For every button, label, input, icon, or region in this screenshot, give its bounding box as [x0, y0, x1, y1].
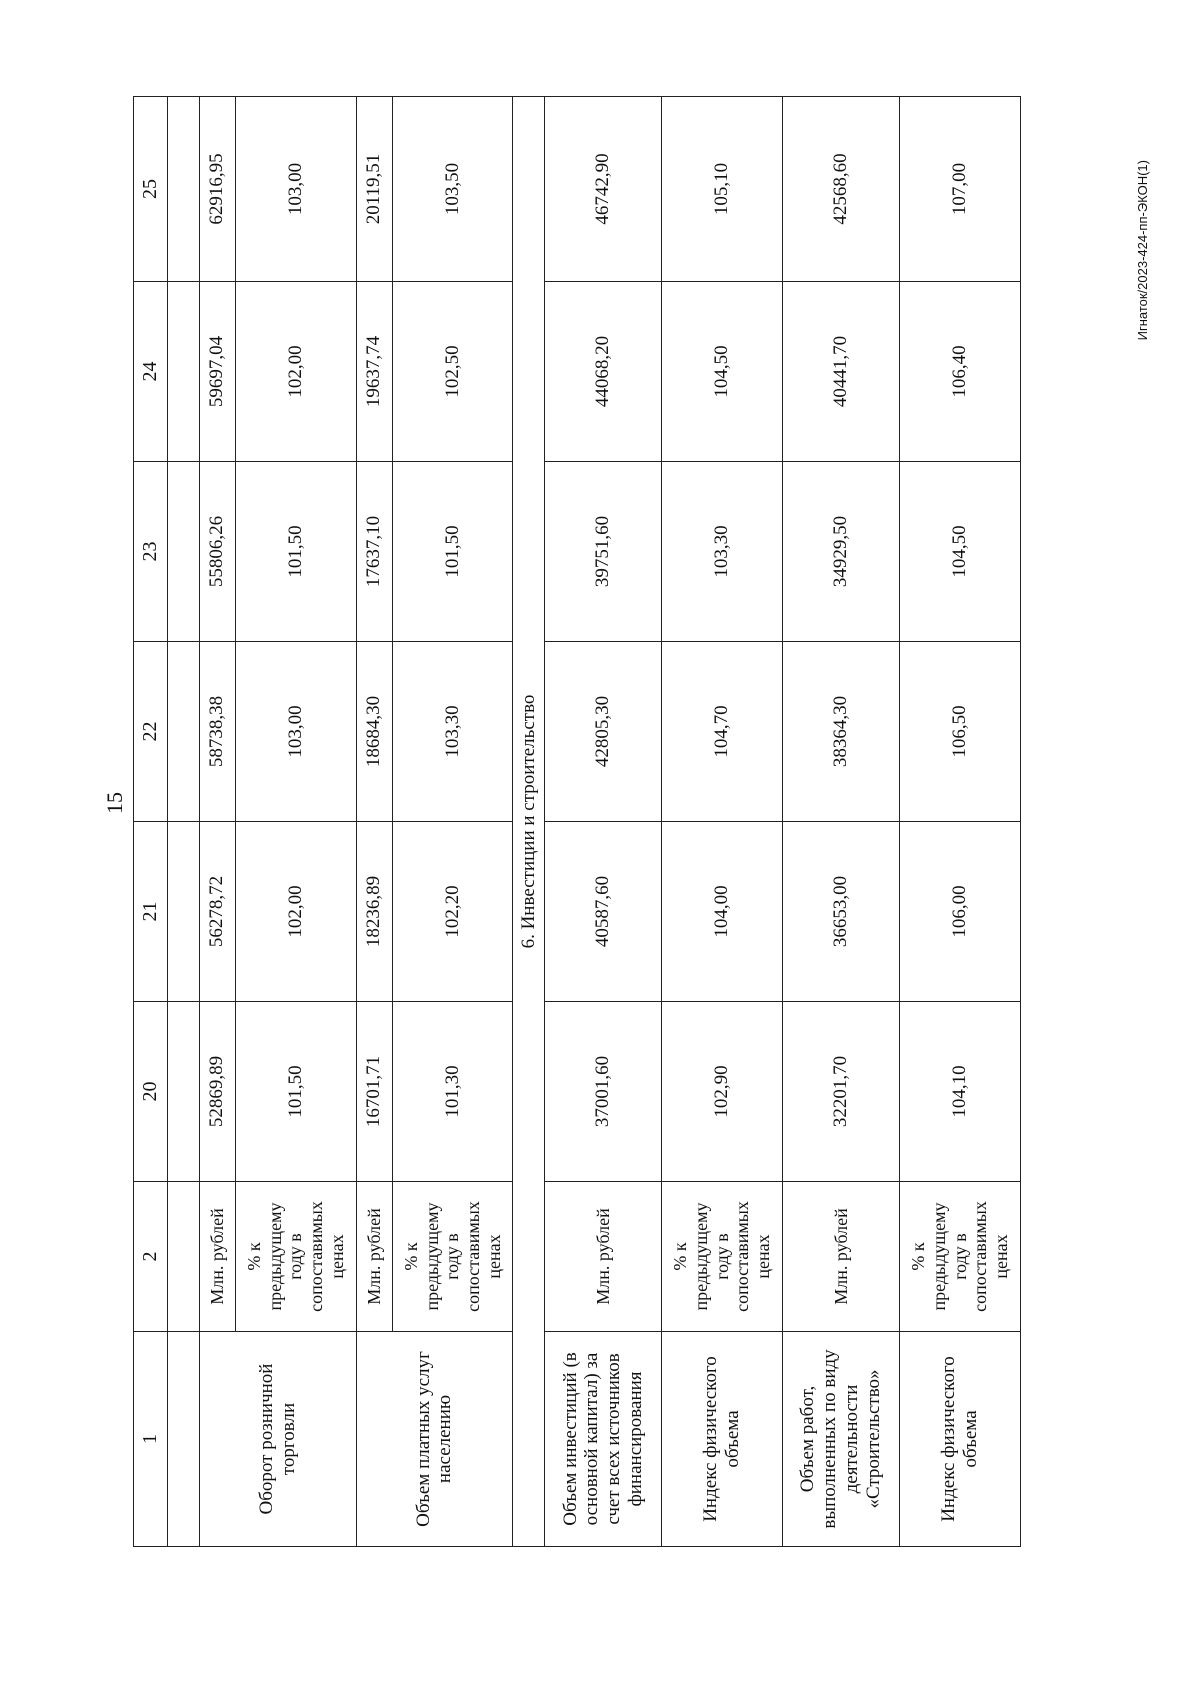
table-row — [900, 97, 1021, 1547]
value-cell: 103,30 — [662, 462, 783, 642]
header-cell: 2 — [134, 1182, 168, 1332]
value-cell: 18684,30 — [356, 642, 392, 822]
value-cell: 104,00 — [662, 822, 783, 1002]
page-number: 15 — [102, 792, 127, 814]
unit-cell: Млн. рублей — [545, 1182, 662, 1332]
value-cell: 17637,10 — [356, 462, 392, 642]
indicator-label: Объем работ, выполненных по виду деятельности «Строительство» — [783, 1332, 900, 1547]
unit-cell: % к предыдущему году в сопоставимых ценах — [900, 1182, 1021, 1332]
value-cell: 44068,20 — [545, 282, 662, 462]
value-cell: 102,00 — [235, 282, 356, 462]
value-cell: 42568,60 — [783, 97, 900, 282]
section-title: 6. Инвестиции и строительство — [513, 97, 545, 1547]
value-cell: 106,00 — [900, 822, 1021, 1002]
value-cell: 19637,74 — [356, 282, 392, 462]
value-cell: 40441,70 — [783, 282, 900, 462]
value-cell: 58738,38 — [199, 642, 235, 822]
value-cell: 104,10 — [900, 1002, 1021, 1182]
value-cell: 40587,60 — [545, 822, 662, 1002]
indicator-label: Индекс физического объема — [900, 1332, 1021, 1547]
value-cell: 104,50 — [900, 462, 1021, 642]
value-cell: 39751,60 — [545, 462, 662, 642]
value-cell: 107,00 — [900, 97, 1021, 282]
value-cell: 106,40 — [900, 282, 1021, 462]
section-row — [513, 97, 545, 1547]
value-cell: 104,50 — [662, 282, 783, 462]
header-cell: 20 — [134, 1002, 168, 1182]
unit-cell: Млн. рублей — [356, 1182, 392, 1332]
value-cell: 103,50 — [392, 97, 513, 282]
value-cell: 102,20 — [392, 822, 513, 1002]
unit-cell: Млн. рублей — [199, 1182, 235, 1332]
value-cell: 20119,51 — [356, 97, 392, 282]
value-cell: 16701,71 — [356, 1002, 392, 1182]
value-cell: 36653,00 — [783, 822, 900, 1002]
table-row — [356, 97, 392, 1547]
value-cell: 37001,60 — [545, 1002, 662, 1182]
value-cell: 42805,30 — [545, 642, 662, 822]
table-row — [199, 97, 235, 1547]
value-cell: 103,00 — [235, 642, 356, 822]
value-cell: 101,50 — [392, 462, 513, 642]
value-cell: 102,00 — [235, 822, 356, 1002]
value-cell: 102,50 — [392, 282, 513, 462]
value-cell: 62916,95 — [199, 97, 235, 282]
indicator-label: Оборот розничной торговли — [199, 1332, 356, 1547]
unit-cell: % к предыдущему году в сопоставимых ценах — [235, 1182, 356, 1332]
table-row — [392, 97, 513, 1547]
indicator-label: Объем инвестиций (в основной капитал) за счет всех источников финансирования — [545, 1332, 662, 1547]
indicator-table — [133, 96, 1021, 1547]
indicator-label: Объем платных услуг населению — [356, 1332, 513, 1547]
table-row — [783, 97, 900, 1547]
value-cell: 56278,72 — [199, 822, 235, 1002]
value-cell: 103,00 — [235, 97, 356, 282]
value-cell: 101,50 — [235, 1002, 356, 1182]
value-cell: 106,50 — [900, 642, 1021, 822]
value-cell: 52869,89 — [199, 1002, 235, 1182]
unit-cell: % к предыдущему году в сопоставимых ценах — [662, 1182, 783, 1332]
header-row — [134, 97, 168, 1547]
header-cell: 23 — [134, 462, 168, 642]
header-cell: 25 — [134, 97, 168, 282]
header-cell: 1 — [134, 1332, 168, 1547]
unit-cell: % к предыдущему году в сопоставимых ценах — [392, 1182, 513, 1332]
value-cell: 101,50 — [235, 462, 356, 642]
table-row — [662, 97, 783, 1547]
value-cell: 105,10 — [662, 97, 783, 282]
value-cell: 55806,26 — [199, 462, 235, 642]
header-cell: 21 — [134, 822, 168, 1002]
indicator-label: Индекс физического объема — [662, 1332, 783, 1547]
value-cell: 18236,89 — [356, 822, 392, 1002]
value-cell: 104,70 — [662, 642, 783, 822]
header-cell: 24 — [134, 282, 168, 462]
value-cell: 46742,90 — [545, 97, 662, 282]
table-row — [545, 97, 662, 1547]
value-cell: 32201,70 — [783, 1002, 900, 1182]
value-cell: 59697,04 — [199, 282, 235, 462]
spacer-row — [167, 97, 199, 1547]
value-cell: 103,30 — [392, 642, 513, 822]
value-cell: 102,90 — [662, 1002, 783, 1182]
rotated-table-container — [133, 97, 1021, 1547]
table-row — [235, 97, 356, 1547]
unit-cell: Млн. рублей — [783, 1182, 900, 1332]
value-cell: 101,30 — [392, 1002, 513, 1182]
value-cell: 38364,30 — [783, 642, 900, 822]
document-code: Игнаток/2023-424-пп-ЭКОН(1) — [1135, 160, 1150, 341]
header-cell: 22 — [134, 642, 168, 822]
value-cell: 34929,50 — [783, 462, 900, 642]
